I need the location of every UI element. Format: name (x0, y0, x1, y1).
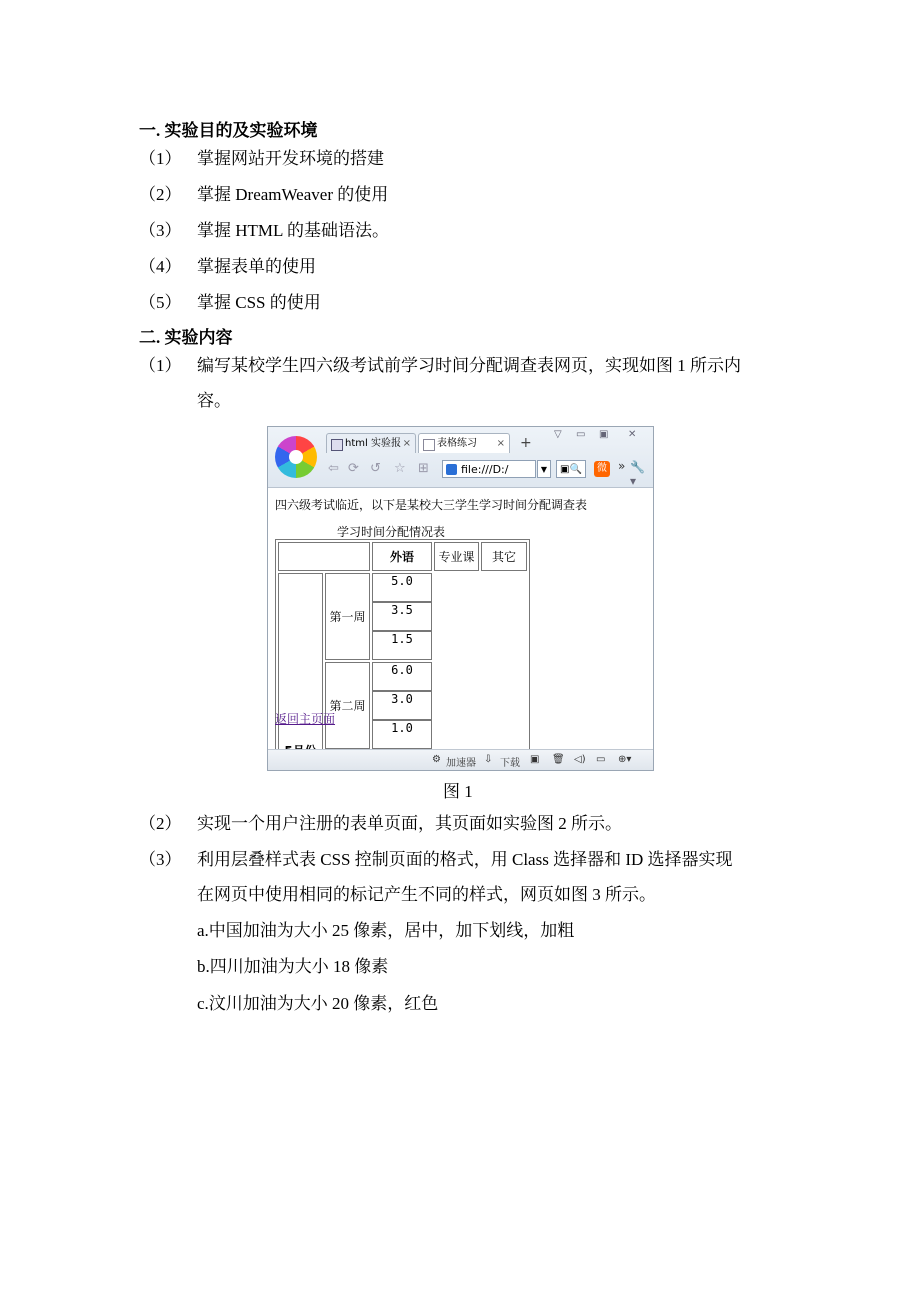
sub-item: a.中国加油为大小 25 像素，居中，加下划线，加粗 (197, 921, 575, 940)
list-item-text: 掌握 DreamWeaver 的使用 (197, 185, 389, 204)
section2-heading: 二. 实验内容 (139, 328, 233, 347)
list-item (139, 849, 733, 871)
table-row (278, 542, 527, 571)
maximize-icon[interactable]: ▣ (599, 429, 609, 440)
list-item-text: 实现一个用户注册的表单页面，其页面如实验图 2 所示。 (197, 814, 622, 833)
page-intro: 四六级考试临近，以下是某校大三学生学习时间分配调查表 (275, 498, 588, 512)
volume-icon[interactable]: ◁) (574, 754, 586, 765)
sub-item: c.汶川加油为大小 20 像素，红色 (197, 994, 439, 1013)
more-icon[interactable]: » (618, 459, 626, 473)
week-cell: 第二周 (325, 662, 370, 749)
security-shield-icon (446, 464, 457, 475)
weibo-icon[interactable]: 微 (594, 461, 610, 477)
browser-toolbar (268, 427, 653, 488)
table-header: 专业课 (434, 542, 479, 571)
tools-icon[interactable]: 🔧▾ (630, 460, 645, 488)
list-item-text: 掌握 HTML 的基础语法。 (197, 221, 390, 240)
value-cell: 1.5 (372, 631, 432, 660)
list-item-number: （2） (139, 185, 182, 204)
list-item (139, 355, 741, 377)
list-item-text: 掌握 CSS 的使用 (197, 293, 321, 312)
table-corner-cell (278, 542, 370, 571)
list-item-text: 编写某校学生四六级考试前学习时间分配调查表网页，实现如图 1 所示内 (197, 356, 741, 375)
minimize-icon[interactable]: ▭ (576, 429, 586, 440)
search-icon[interactable]: ▣🔍 (556, 460, 586, 478)
accelerator-icon[interactable]: ⚙ (432, 754, 441, 765)
list-item-continuation: 在网页中使用相同的标记产生不同的样式，网页如图 3 所示。 (197, 885, 656, 904)
download-label[interactable]: 下载 (500, 758, 520, 769)
value-cell: 3.5 (372, 602, 432, 631)
list-item (139, 256, 316, 278)
chevron-down-icon[interactable]: ▼ (537, 460, 551, 478)
list-item-number: （2） (139, 814, 182, 833)
value-cell: 1.0 (372, 720, 432, 749)
table-header: 外语 (372, 542, 432, 571)
status-bar (268, 749, 653, 771)
page-icon (423, 439, 435, 451)
close-icon[interactable]: × (496, 438, 505, 449)
trash-icon[interactable]: 🗑 (552, 754, 565, 765)
sub-item: b.四川加油为大小 18 像素 (197, 957, 389, 976)
address-text: file:///D:/ (461, 463, 509, 476)
back-to-home-link[interactable]: 返回主页面 (275, 712, 336, 726)
list-item-number: （1） (139, 149, 182, 168)
table-row (278, 573, 527, 660)
list-item (139, 220, 389, 242)
list-item-number: （3） (139, 221, 182, 240)
tab-label: html 实验报 (345, 438, 401, 449)
list-item (139, 148, 384, 170)
list-item-text: 利用层叠样式表 CSS 控制页面的格式，用 Class 选择器和 ID 选择器实现 (197, 850, 733, 869)
close-window-icon[interactable]: ✕ (628, 429, 637, 440)
list-item-continuation: 容。 (197, 391, 231, 410)
tab-label: 表格练习 (437, 438, 477, 449)
grid-icon[interactable]: ⊞ (418, 461, 429, 476)
list-item-number: （5） (139, 293, 182, 312)
week-cell: 第一周 (325, 573, 370, 660)
tab-table-practice[interactable] (418, 433, 510, 453)
zoom-icon[interactable]: ⊕▾ (618, 754, 632, 765)
forward-icon[interactable]: ⟳ (348, 461, 359, 476)
browser-logo-icon (275, 436, 317, 478)
skin-icon[interactable]: ▽ (554, 429, 562, 440)
table-header: 其它 (481, 542, 527, 571)
browser-screenshot (267, 426, 654, 771)
page-content (268, 488, 653, 748)
refresh-icon[interactable]: ↺ (370, 461, 381, 476)
table-caption: 学习时间分配情况表 (337, 525, 446, 539)
value-cell: 5.0 (372, 573, 432, 602)
list-item (139, 813, 622, 835)
value-cell: 6.0 (372, 662, 432, 691)
page-icon (331, 439, 343, 451)
list-item-text: 掌握网站开发环境的搭建 (197, 149, 384, 168)
section1-heading: 一. 实验目的及实验环境 (139, 121, 318, 140)
close-icon[interactable]: × (402, 438, 411, 449)
list-item-text: 掌握表单的使用 (197, 257, 316, 276)
list-item-number: （3） (139, 850, 182, 869)
favorite-icon[interactable]: ☆ (394, 461, 406, 476)
accelerator-label[interactable]: 加速器 (446, 758, 476, 769)
address-row (324, 459, 650, 488)
value-cell: 3.0 (372, 691, 432, 720)
group-cell (278, 573, 323, 771)
figure-caption: 图 1 (443, 782, 473, 801)
list-item (139, 292, 321, 314)
list-item (139, 184, 388, 206)
tab-html-report[interactable] (326, 433, 416, 453)
download-icon[interactable]: ⇩ (484, 754, 493, 765)
list-item-number: （1） (139, 356, 182, 375)
address-bar[interactable] (442, 460, 536, 478)
list-item-number: （4） (139, 257, 182, 276)
new-tab-button[interactable]: + (520, 435, 532, 451)
window-icon[interactable]: ▣ (530, 754, 540, 765)
study-time-table (275, 539, 530, 771)
screen-icon[interactable]: ▭ (596, 754, 606, 765)
back-icon[interactable]: ⇦ (328, 461, 339, 476)
